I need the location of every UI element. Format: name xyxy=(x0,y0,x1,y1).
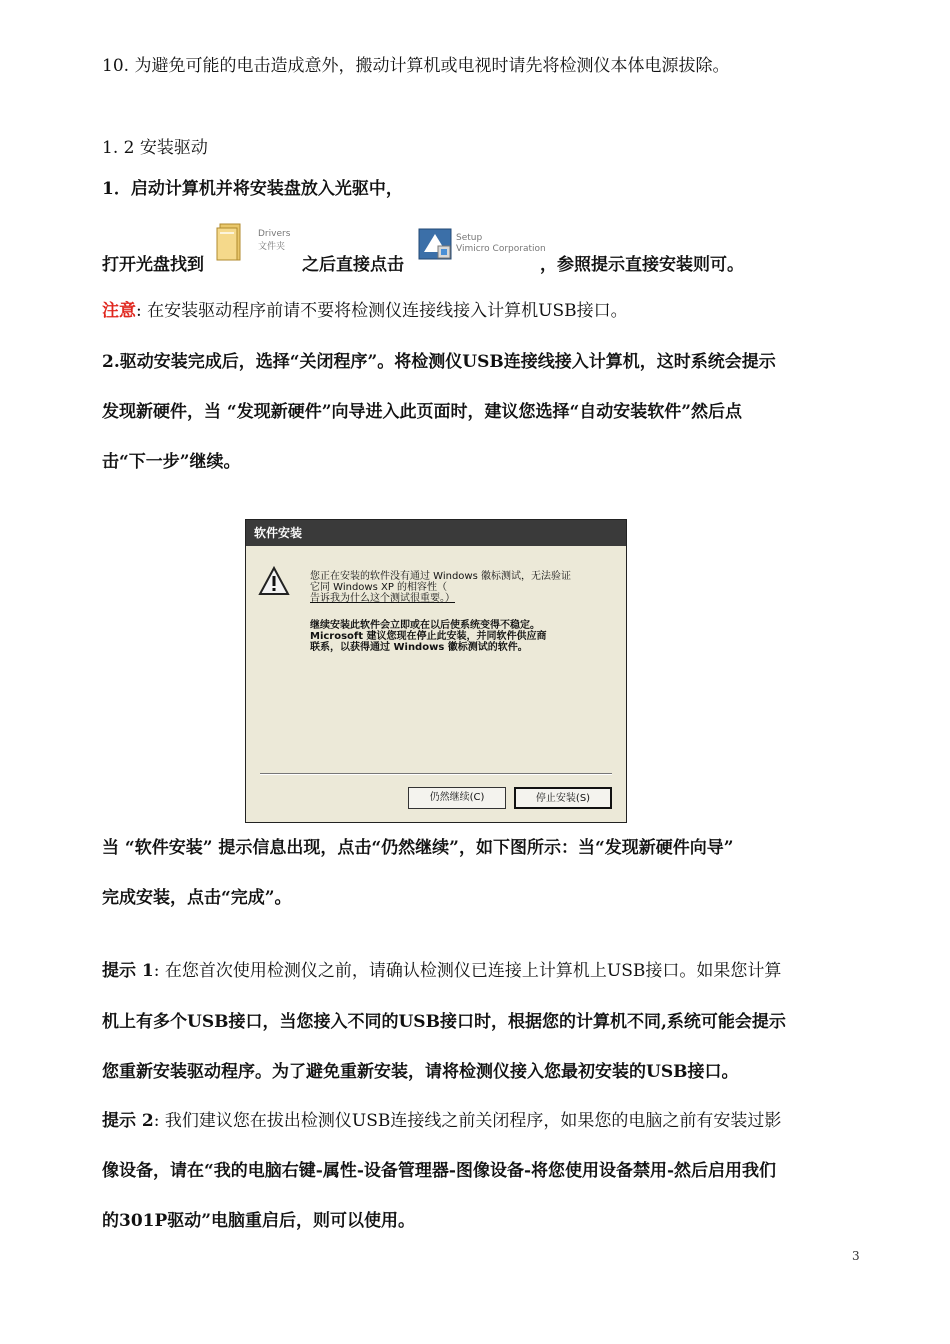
dialog-warning-3: 联系，以获得通过 Windows 徽标测试的软件。 xyxy=(310,642,528,653)
tip-1-line-3: 您重新安装驱动程序。为了避免重新安装，请将检测仪接入您最初安装的USB接口。 xyxy=(102,1062,739,1082)
step-1-open-text-a: 打开光盘找到 xyxy=(102,255,204,275)
setup-company: Vimicro Corporation xyxy=(456,244,546,254)
software-install-dialog xyxy=(245,519,627,823)
step-1-open-text-b: 之后直接点击 xyxy=(302,255,404,275)
setup-name: Setup xyxy=(456,233,483,243)
tip-2-text-1: : 我们建议您在拔出检测仪USB连接线之前关闭程序，如果您的电脑之前有安装过影 xyxy=(153,1111,782,1131)
tip-2-label: 提示 2 xyxy=(102,1111,154,1131)
setup-installer-icon xyxy=(418,228,452,260)
folder-type: 文件夹 xyxy=(258,242,286,252)
dialog-message-1: 您正在安装的软件没有通过 Windows 徽标测试，无法验证 xyxy=(310,571,571,582)
tip-1-line-2: 机上有多个USB接口，当您接入不同的USB接口时，根据您的计算机不同,系统可能会提示 xyxy=(102,1012,786,1032)
folder-name: Drivers xyxy=(258,229,291,239)
tip-2-line-2: 像设备，请在“我的电脑右键-属性-设备管理器-图像设备-将您使用设备禁用-然后启用我们 xyxy=(102,1161,777,1181)
page-number: 3 xyxy=(852,1249,860,1263)
tip-1-text-1: : 在您首次使用检测仪之前，请确认检测仪已连接上计算机上USB接口。如果您计算 xyxy=(153,961,782,981)
warning-icon xyxy=(258,566,290,596)
para-safety-10: 10. 为避免可能的电击造成意外，搬动计算机或电视时请先将检测仪本体电源拔除。 xyxy=(102,56,730,76)
tip-2-line-3: 的301P驱动”电脑重启后，则可以使用。 xyxy=(102,1211,416,1231)
dialog-separator xyxy=(260,773,612,775)
dialog-message-2: 它同 Windows XP 的相容性（ xyxy=(310,582,448,593)
step-1: 1．启动计算机并将安装盘放入光驱中， xyxy=(102,179,403,199)
note-text: : 在安装驱动程序前请不要将检测仪连接线接入计算机USB接口。 xyxy=(136,301,628,321)
section-heading: 1. 2 安装驱动 xyxy=(102,138,208,158)
after-dialog-line-2: 完成安装，点击“完成”。 xyxy=(102,888,292,908)
stop-install-button[interactable]: 停止安装(S) xyxy=(514,787,612,809)
tip-2-line-1 xyxy=(102,1110,781,1132)
dialog-warning-2: Microsoft 建议您现在停止此安装，并同软件供应商 xyxy=(310,631,547,642)
continue-anyway-button[interactable]: 仍然继续(C) xyxy=(408,787,506,809)
dialog-warning-1: 继续安装此软件会立即或在以后使系统变得不稳定。 xyxy=(310,620,540,631)
tip-1-line-1 xyxy=(102,960,781,982)
note-line xyxy=(102,300,628,322)
folder-icon xyxy=(216,222,246,262)
step-1-open-text-c: ，参照提示直接安装则可。 xyxy=(540,255,744,275)
step-2-line-1: 2.驱动安装完成后，选择“关闭程序”。将检测仪USB连接线接入计算机，这时系统会提示 xyxy=(102,352,776,372)
step-2-line-3: 击“下一步”继续。 xyxy=(102,452,241,472)
step-2-line-2: 发现新硬件，当 “发现新硬件”向导进入此页面时，建议您选择“自动安装软件”然后点 xyxy=(102,402,743,422)
dialog-title: 软件安装 xyxy=(246,520,626,546)
after-dialog-line-1: 当 “软件安装” 提示信息出现，点击“仍然继续”，如下图所示：当“发现新硬件向导” xyxy=(102,838,734,858)
note-label: 注意 xyxy=(102,301,136,321)
why-test-important-link[interactable]: 告诉我为什么这个测试很重要。） xyxy=(310,593,455,604)
tip-1-label: 提示 1 xyxy=(102,961,154,981)
